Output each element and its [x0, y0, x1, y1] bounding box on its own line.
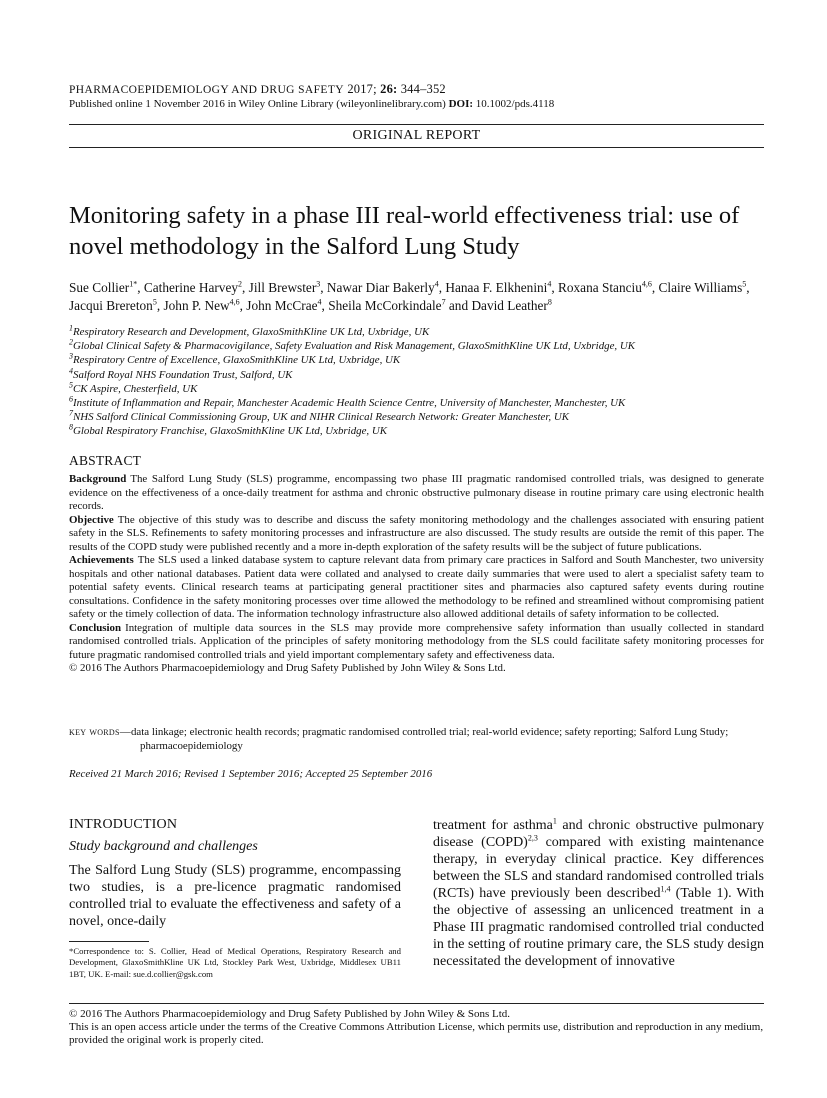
author-separator: ,: [242, 280, 249, 295]
introduction-column-right: [433, 817, 764, 970]
affiliation-item: [69, 365, 769, 382]
affiliation-item: [69, 396, 769, 410]
author-separator: ,: [551, 280, 559, 295]
author-name: Jill Brewster: [248, 280, 317, 295]
conclusion-label: Conclusion: [69, 621, 122, 634]
citation-ref[interactable]: 1: [552, 816, 557, 826]
objective-label: Objective: [69, 513, 114, 526]
header-rule-top: [69, 124, 764, 125]
affiliation-text: Global Clinical Safety & Pharmacovigilance, Safety Evaluation and Risk Management, GlaxoSmithKline UK Ltd, Uxbridge, UK: [73, 340, 635, 353]
keywords-label: key words—: [69, 726, 131, 738]
author-affiliation-marker: 1*: [129, 279, 138, 289]
author-name: John McCrae: [246, 298, 318, 313]
affiliation-text: Respiratory Research and Development, GlaxoSmithKline UK Ltd, Uxbridge, UK: [73, 326, 430, 338]
author-affiliation-marker: 5: [742, 279, 747, 289]
author-separator: ,: [320, 280, 327, 295]
received-dates: Received 21 March 2016; Revised 1 September 2016; Accepted 25 September 2016: [69, 768, 433, 780]
author-name: Jacqui Brereton: [69, 298, 153, 313]
affiliation-number: 3: [69, 351, 73, 361]
journal-name: PHARMACOEPIDEMIOLOGY AND DRUG SAFETY: [69, 84, 344, 96]
intro-text-part: and chronic obstructive pulmonary disease (COPD): [433, 818, 764, 850]
affiliation-text: Institute of Inflammation and Repair, Manchester Academic Health Science Centre, University of Manchester, Manchester, UK: [73, 397, 626, 410]
background-label: Background: [69, 473, 127, 485]
affiliation-text: Respiratory Centre of Excellence, GlaxoSmithKline UK Ltd, Uxbridge, UK: [73, 354, 401, 367]
affiliation-number: 1: [69, 323, 73, 333]
author-affiliation-marker: 2: [238, 279, 243, 289]
publication-info: Published online 1 November 2016 in Wiley Online Library (wileyonlinelibrary.com): [69, 98, 446, 110]
affiliation-text: Global Respiratory Franchise, GlaxoSmithKline UK Ltd, Uxbridge, UK: [73, 425, 387, 438]
affiliation-number: 5: [69, 380, 73, 390]
intro-text-part: compared with existing maintenance therapy, in everyday clinical practice. Key differences between the SLS and standard randomised controlled trials (RCTs) have previously been described: [433, 835, 764, 901]
author-separator: ,: [156, 298, 164, 313]
author-affiliation-marker: 5: [152, 297, 157, 307]
journal-citation: [69, 82, 446, 97]
affiliation-number: 7: [69, 408, 73, 418]
background-text: The Salford Lung Study (SLS) programme, encompassing two phase III pragmatic randomised controlled trials, was designed to generate evidence on the effectiveness of a once-daily treatment for asthma and chronic obstructive pulmonary disease in routine primary care using electronic health records.: [69, 473, 764, 512]
abstract-achievements: [69, 554, 764, 622]
publication-line: [69, 98, 554, 110]
abstract-conclusion: [69, 622, 764, 663]
author-separator: ,: [239, 298, 247, 313]
author-affiliation-marker: 4: [317, 297, 322, 307]
affiliation-item: [69, 382, 769, 396]
footer-rule: [69, 1003, 764, 1004]
article-title: Monitoring safety in a phase III real-world effectiveness trial: use of novel methodology in the Salford Lung Study: [69, 202, 740, 260]
license-footer: [69, 1008, 769, 1047]
author-name: Claire Williams: [658, 280, 743, 295]
journal-year: 2017;: [347, 82, 377, 96]
affiliation-text: CK Aspire, Chesterfield, UK: [73, 382, 198, 395]
report-type: ORIGINAL REPORT: [352, 128, 481, 143]
author-affiliation-marker: 3: [316, 279, 321, 289]
affiliation-number: 4: [69, 365, 73, 375]
intro-text-part: (Table 1). With the objective of assessing an unlicenced treatment in a Phase III pragmatic randomised controlled trial conducted in the setting of routine primary care, the SLS study design necessitated the development of innovative: [433, 886, 764, 969]
author-list: [69, 279, 769, 315]
abstract-copyright: © 2016 The Authors Pharmacoepidemiology and Drug Safety Published by John Wiley & Sons Ltd.: [69, 662, 506, 674]
affiliation-item: [69, 339, 769, 353]
affiliation-item: [69, 410, 769, 424]
footer-license: This is an open access article under the terms of the Creative Commons Attribution License, which permits use, distribution and reproduction in any medium, provided the original work is properly cited.: [69, 1021, 764, 1046]
introduction-column-left: The Salford Lung Study (SLS) programme, encompassing two studies, is a pre-licence pragmatic randomised controlled trial to evaluate the effectiveness and safety of a novel, once-daily: [69, 863, 401, 929]
author-name: Catherine Harvey: [143, 280, 239, 295]
author-separator: ,: [651, 280, 659, 295]
keywords-text: data linkage; electronic health records; pragmatic randomised controlled trial; real-world evidence; safety reporting; Salford Lung Study; pharmacoepidemiology: [130, 726, 729, 752]
author-affiliation-marker: 4: [434, 279, 439, 289]
author-separator: ,: [438, 280, 446, 295]
author-separator: ,: [746, 280, 750, 295]
author-name: Roxana Stanciu: [558, 280, 642, 295]
footnote-rule: [69, 941, 149, 942]
author-affiliation-marker: 4: [547, 279, 552, 289]
correspondence-footnote: *Correspondence to: S. Collier, Head of Medical Operations, Respiratory Research and Development, GlaxoSmithKline UK Ltd, Stockley Park West, Uxbridge, Middlesex UB11 1BT, UK. E-mail: sue.d.collier@gsk.com: [69, 946, 401, 979]
affiliation-item: [69, 325, 769, 339]
author-affiliation-marker: 4,6: [641, 279, 652, 289]
intro-text-part: treatment for asthma: [433, 818, 553, 833]
conclusion-text: Integration of multiple data sources in the SLS may provide more comprehensive safety information than usually collected in standard randomised controlled trials. Application of the principles of safety monitoring methodology from the SLS could facilitate safety monitoring processes for future pragmatic randomised controlled trials and yield important complementary safety and effectiveness data.: [69, 621, 764, 661]
author-name: Sue Collier: [69, 280, 130, 295]
keywords: [69, 726, 764, 753]
abstract-background: [69, 473, 764, 514]
author-name: David Leather: [471, 298, 548, 313]
author-name: Nawar Diar Bakerly: [326, 280, 435, 295]
doi-link[interactable]: 10.1002/pds.4118: [475, 98, 555, 110]
author-separator: ,: [137, 280, 144, 295]
affiliation-text: Salford Royal NHS Foundation Trust, Salford, UK: [73, 368, 293, 381]
abstract-body: [69, 473, 764, 676]
affiliation-number: 6: [69, 394, 73, 404]
footer-copyright: © 2016 The Authors Pharmacoepidemiology and Drug Safety Published by John Wiley & Sons Ltd.: [69, 1008, 511, 1020]
affiliation-number: 8: [69, 422, 73, 432]
journal-volume: 26:: [380, 82, 398, 96]
author-and: and: [445, 298, 472, 313]
doi-label: DOI:: [448, 98, 474, 110]
author-affiliation-marker: 4,6: [229, 297, 240, 307]
author-name: Hanaa F. Elkhenini: [445, 280, 548, 295]
achievements-label: Achievements: [69, 554, 134, 566]
affiliation-list: [69, 325, 769, 439]
affiliation-item: [69, 424, 769, 438]
author-separator: ,: [321, 298, 329, 313]
citation-ref[interactable]: 2,3: [527, 833, 538, 843]
abstract-objective: [69, 514, 764, 555]
abstract-heading: ABSTRACT: [69, 453, 142, 468]
citation-ref[interactable]: 1,4: [660, 884, 671, 894]
introduction-subheading: Study background and challenges: [69, 839, 258, 854]
affiliation-number: 2: [69, 337, 73, 347]
author-name: John P. New: [163, 298, 230, 313]
header-rule-bottom: [69, 147, 764, 148]
author-name: Sheila McCorkindale: [328, 298, 442, 313]
achievements-text: The SLS used a linked database system to capture relevant data from primary care practices in Salford and South Manchester, two university hospitals and other national databases. Patient data were collated and analysed to create daily summaries that were used to alert a specialist safety team to potential safety events. Clinical research teams at participating general practitioner sites and pharmacies also captured safety events during routine consultations. Confidence in the safety monitoring processes over time allowed the methodology to be refined and streamlined without compromising patient safety or the timely collection of data. The information technology infrastructure also allowed additional details of safety information to be collected.: [69, 554, 764, 620]
affiliation-text: NHS Salford Clinical Commissioning Group, UK and NIHR Clinical Research Network: Greater Manchester, UK: [73, 411, 569, 424]
introduction-heading: INTRODUCTION: [69, 817, 178, 832]
journal-pages: 344–352: [400, 82, 446, 96]
author-affiliation-marker: 8: [547, 297, 552, 307]
affiliation-item: [69, 353, 769, 367]
objective-text: The objective of this study was to describe and discuss the safety monitoring methodology and the challenges associated with ensuring patient safety in the SLS. Refinements to safety monitoring processes and infrastructure are also discussed. The study results are outside the remit of this paper. The results of the COPD study were published recently and a more in-depth exploration of the safety results will be the subject of future publications.: [69, 513, 764, 553]
author-affiliation-marker: 7: [441, 297, 446, 307]
